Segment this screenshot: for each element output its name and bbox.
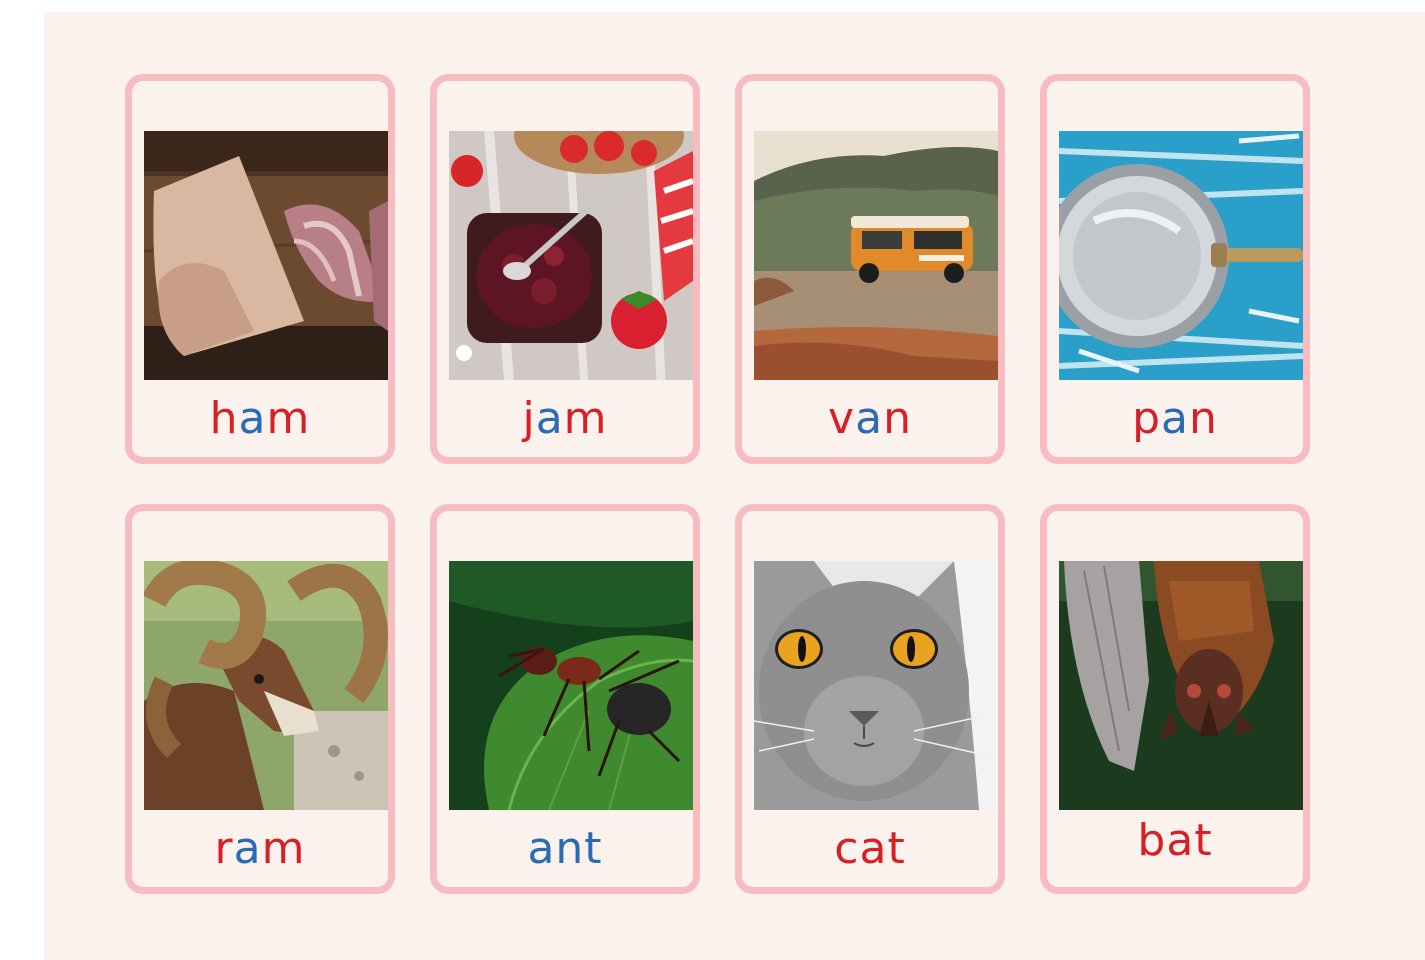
word-label-van: van: [828, 393, 912, 444]
bat-photo: [1059, 561, 1303, 810]
word-label-pan: pan: [1132, 393, 1218, 444]
ram-photo: [144, 561, 388, 810]
orange-camper-van-photo: [754, 131, 998, 380]
word-label-ham: ham: [209, 393, 311, 444]
card-bat: [1040, 504, 1310, 894]
card-cat: [735, 504, 1005, 894]
ham-photo: [144, 131, 388, 380]
word-label-cat: cat: [834, 823, 906, 874]
word-label-bat: bat: [1137, 815, 1213, 866]
frying-pan-photo: [1059, 131, 1303, 380]
card-ham: [125, 74, 395, 464]
word-label-jam: jam: [522, 393, 608, 444]
ant-photo: [449, 561, 693, 810]
card-ant: [430, 504, 700, 894]
card-ram: [125, 504, 395, 894]
word-label-ram: ram: [214, 823, 306, 874]
strawberry-jam-photo: [449, 131, 693, 380]
card-jam: [430, 74, 700, 464]
cat-photo: [754, 561, 998, 810]
flashcard-sheet: [44, 12, 1425, 960]
card-van: [735, 74, 1005, 464]
word-label-ant: ant: [527, 823, 603, 874]
card-pan: [1040, 74, 1310, 464]
